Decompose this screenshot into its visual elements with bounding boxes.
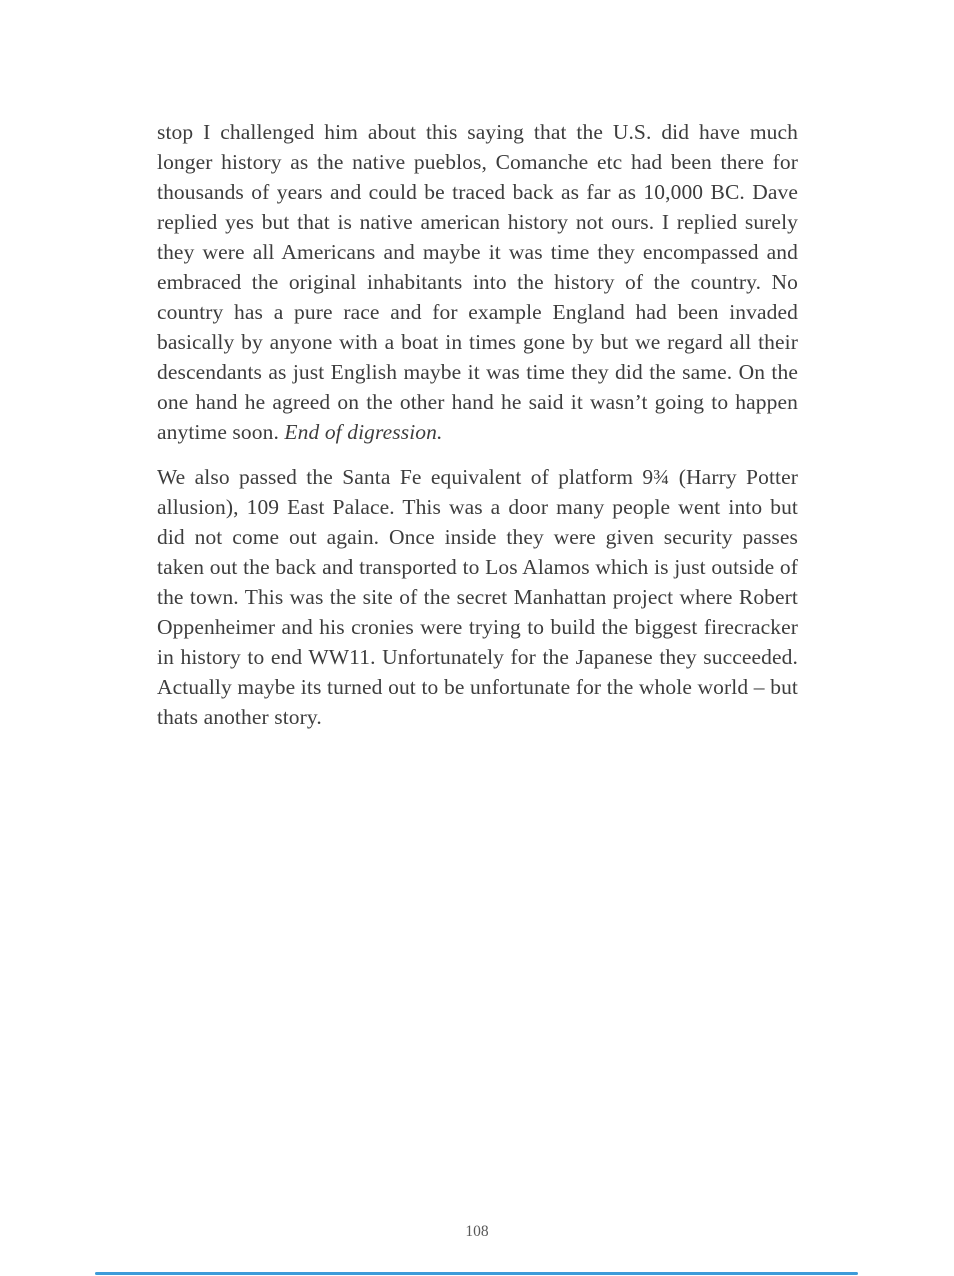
page-number: 108 (465, 1223, 489, 1240)
paragraph (157, 462, 798, 732)
paragraph (157, 117, 798, 447)
reading-progress-bar[interactable] (95, 1272, 858, 1275)
paragraph-text: stop I challenged him about this saying that the U.S. did have much longer history as the native pueblos, Comanche etc had been there for thousands of years and could be traced back as far as 10,000 BC. Dave replied yes but that is native american history not ours. I replied surely they were all Americans and maybe it was time they encompassed and embraced the original inhabitants into the history of the country. No country has a pure race and for example England had been invaded basically by anyone with a boat in times gone by but we regard all their descendants as just English maybe it was time they did the same. On the one hand he agreed on the other hand he said it wasn’t going to happen anytime soon. (157, 120, 798, 444)
paragraph-italic-text: End of digression. (284, 420, 443, 444)
page-text (157, 117, 798, 732)
paragraph-text: We also passed the Santa Fe equivalent of platform 9¾ (Harry Potter allusion), 109 East Palace. This was a door many people went into but did not come out again. Once inside they were given security passes taken out the back and transported to Los Alamos which is just outside of the town. This was the site of the secret Manhattan project where Robert Oppenheimer and his cronies were trying to build the biggest firecracker in history to end WW11. Unfortunately for the Japanese they succeeded. Actually maybe its turned out to be unfortunate for the whole world – but thats another story. (157, 465, 798, 729)
